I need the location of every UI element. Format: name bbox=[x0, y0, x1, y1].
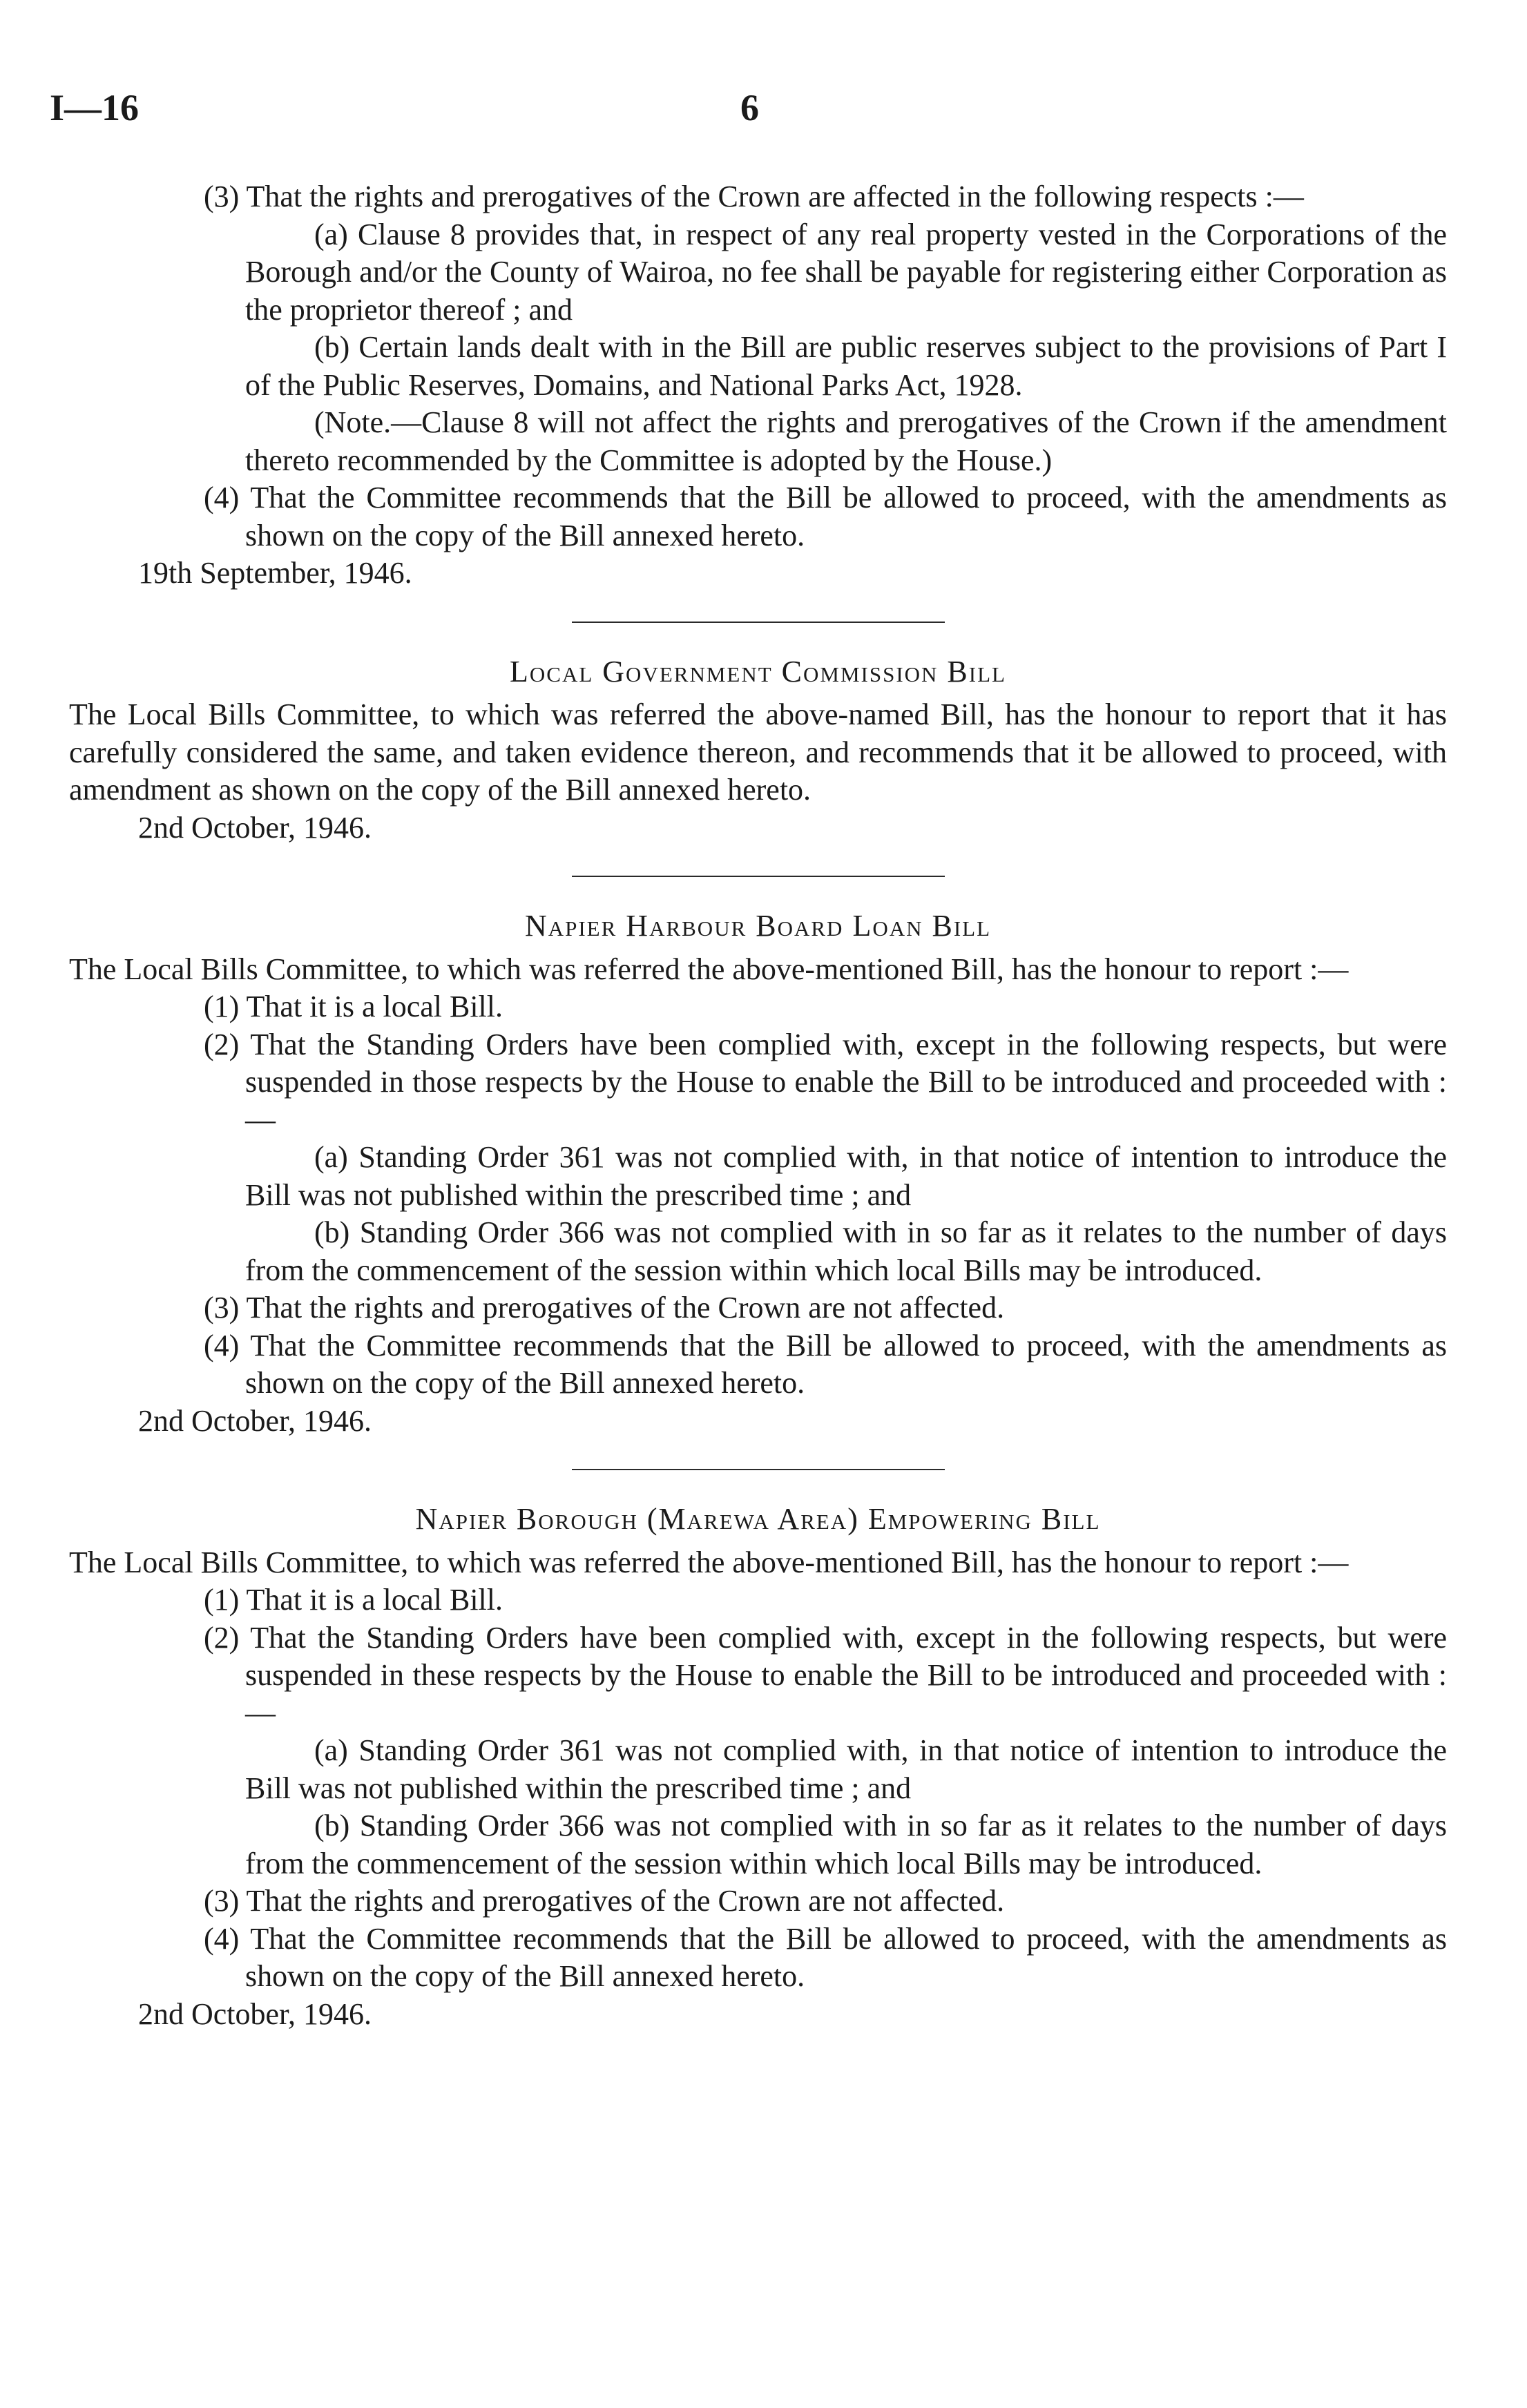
section-title: Napier Borough (Marewa Area) Empowering Bill bbox=[415, 1502, 1101, 1536]
section-intro: The Local Bills Committee, to which was referred the above-mentioned Bill, has the honour to report :— bbox=[69, 952, 1349, 986]
item-1: (1) That it is a local Bill. bbox=[204, 1583, 503, 1617]
report-date: 2nd October, 1946. bbox=[138, 810, 372, 845]
page-header bbox=[50, 86, 1466, 142]
item-4: (4) That the Committee recommends that the Bill be allowed to proceed, with the amendments as shown on the copy of the Bill annexed hereto. bbox=[204, 1328, 1447, 1400]
section-title: Napier Harbour Board Loan Bill bbox=[524, 909, 992, 943]
item-4: (4) That the Committee recommends that the Bill be allowed to proceed, with the amendments as shown on the copy of the Bill annexed hereto. bbox=[204, 1921, 1447, 1993]
section-divider bbox=[572, 622, 945, 623]
item-2-b: (b) Standing Order 366 was not complied with in so far as it relates to the number of days from the commencement of the session within which local Bills may be introduced. bbox=[245, 1215, 1447, 1287]
item-3-b: (b) Certain lands dealt with in the Bill are public reserves subject to the provisions of Part I of the Public Reserves, Domains, and National Parks Act, 1928. bbox=[245, 330, 1447, 402]
item-4: (4) That the Committee recommends that the Bill be allowed to proceed, with the amendments as shown on the copy of the Bill annexed hereto. bbox=[204, 481, 1447, 552]
report-date: 2nd October, 1946. bbox=[138, 1996, 372, 2031]
item-2-b: (b) Standing Order 366 was not complied with in so far as it relates to the number of days from the commencement of the session within which local Bills may be introduced. bbox=[245, 1809, 1447, 1880]
page-body bbox=[69, 178, 1447, 2033]
item-3-lead: (3) That the rights and prerogatives of the Crown are affected in the following respects :— bbox=[204, 180, 1304, 213]
item-2-lead: (2) That the Standing Orders have been complied with, except in the following respects, but were suspended in those respects by the House to enable the Bill to be introduced and proceeded with :— bbox=[204, 1027, 1447, 1137]
item-3-a: (a) Clause 8 provides that, in respect of any real property vested in the Corporations of the Borough and/or the County of Wairoa, no fee shall be payable for registering either Corporation as the proprietor thereof ; and bbox=[245, 217, 1447, 327]
paper-reference: I—16 bbox=[50, 87, 140, 128]
section-divider bbox=[572, 876, 945, 877]
section-divider bbox=[572, 1469, 945, 1470]
item-2-a: (a) Standing Order 361 was not complied with, in that notice of intention to introduce the Bill was not published within the prescribed time ; and bbox=[245, 1140, 1447, 1212]
report-date: 19th September, 1946. bbox=[138, 556, 412, 590]
section-title: Local Government Commission Bill bbox=[510, 654, 1006, 688]
item-3: (3) That the rights and prerogatives of the Crown are not affected. bbox=[204, 1884, 1005, 1918]
section-body: The Local Bills Committee, to which was referred the above-named Bill, has the honour to report that it has carefully considered the same, and taken evidence thereon, and recommends that it be allowed to proceed, with amendment as shown on the copy of the Bill annexed hereto. bbox=[69, 697, 1447, 807]
item-2-a: (a) Standing Order 361 was not complied with, in that notice of intention to introduce the Bill was not published within the prescribed time ; and bbox=[245, 1733, 1447, 1805]
note: (Note.—Clause 8 will not affect the rights and prerogatives of the Crown if the amendment thereto recommended by the Committee is adopted by the House.) bbox=[245, 405, 1447, 477]
item-1: (1) That it is a local Bill. bbox=[204, 990, 503, 1023]
item-2-lead: (2) That the Standing Orders have been complied with, except in the following respects, but were suspended in these respects by the House to enable the Bill to be introduced and proceeded with :— bbox=[204, 1620, 1447, 1730]
item-3: (3) That the rights and prerogatives of the Crown are not affected. bbox=[204, 1291, 1005, 1325]
page-number: 6 bbox=[740, 87, 759, 128]
report-date: 2nd October, 1946. bbox=[138, 1403, 372, 1438]
section-intro: The Local Bills Committee, to which was referred the above-mentioned Bill, has the honour to report :— bbox=[69, 1545, 1349, 1579]
